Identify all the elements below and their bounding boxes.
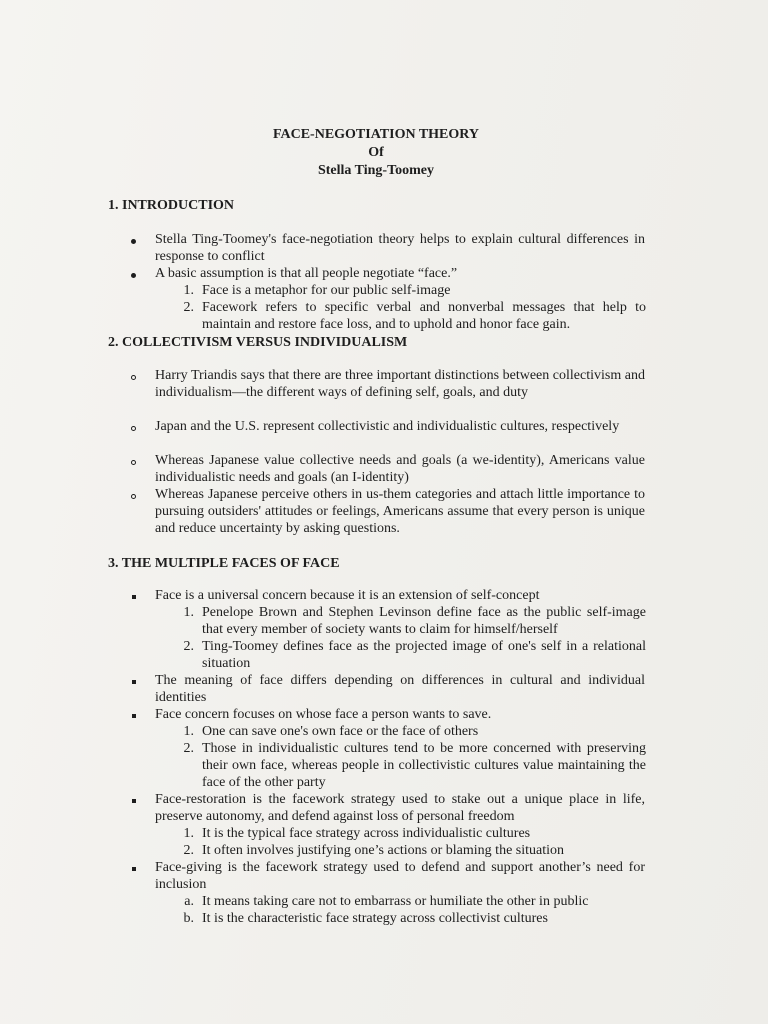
list-letter: a.	[184, 894, 194, 909]
bullet-circle-icon	[131, 375, 136, 380]
list-item: Facework refers to specific verbal and nonverbal messages that help to maintain and restore face loss, and to uphold and honor face gain.	[202, 300, 646, 332]
list-item: Harry Triandis says that there are three important distinctions between collectivism and individualism—the different ways of defining self, goals, and duty	[155, 368, 645, 400]
list-number: 1.	[183, 283, 194, 298]
list-item: Whereas Japanese perceive others in us-them categories and attach little importance to pursuing outsiders' attitudes or feelings, Americans assume that every person is unique and reduce uncertainty by asking questions.	[155, 487, 645, 536]
list-number: 1.	[183, 605, 194, 620]
list-number: 2.	[183, 741, 194, 756]
section-heading-multiple-faces: 3. THE MULTIPLE FACES OF FACE	[108, 556, 340, 571]
list-item: Face is a metaphor for our public self-image	[202, 283, 451, 298]
list-item: The meaning of face differs depending on differences in cultural and individual identities	[155, 673, 645, 705]
list-letter: b.	[183, 911, 194, 926]
list-item: One can save one's own face or the face of others	[202, 724, 479, 739]
list-number: 2.	[183, 300, 194, 315]
list-item: It is the typical face strategy across individualistic cultures	[202, 826, 531, 841]
bullet-circle-icon	[131, 460, 136, 465]
list-item: Face-giving is the facework strategy used to defend and support another’s need for inclusion	[155, 860, 645, 892]
bullet-square-icon	[132, 867, 136, 871]
bullet-square-icon	[132, 799, 136, 803]
section-heading-collectivism: 2. COLLECTIVISM VERSUS INDIVIDUALISM	[108, 335, 408, 350]
section-heading-introduction: 1. INTRODUCTION	[108, 198, 235, 213]
list-item: A basic assumption is that all people negotiate “face.”	[155, 266, 458, 281]
list-item: Face concern focuses on whose face a person wants to save.	[155, 707, 492, 722]
document-author: Stella Ting-Toomey	[317, 163, 435, 178]
list-item: Japan and the U.S. represent collectivistic and individualistic cultures, respectively	[155, 419, 620, 434]
bullet-dot-icon	[131, 273, 136, 278]
document-title: FACE-NEGOTIATION THEORY	[272, 127, 480, 142]
bullet-circle-icon	[131, 426, 136, 431]
list-number: 2.	[183, 843, 194, 858]
list-item: Stella Ting-Toomey's face-negotiation theory helps to explain cultural differences in response to conflict	[155, 232, 645, 264]
bullet-square-icon	[132, 595, 136, 599]
list-item: Face-restoration is the facework strategy used to stake out a unique place in life, preserve autonomy, and defend against loss of personal freedom	[155, 792, 645, 824]
list-item: Those in individualistic cultures tend to be more concerned with preserving their own face, whereas people in collectivistic cultures value maintaining the face of the other party	[202, 741, 646, 790]
bullet-dot-icon	[131, 239, 136, 244]
list-item: It means taking care not to embarrass or humiliate the other in public	[202, 894, 589, 909]
list-item: Whereas Japanese value collective needs and goals (a we-identity), Americans value individualistic needs and goals (an I-identity)	[155, 453, 645, 485]
list-item: Penelope Brown and Stephen Levinson define face as the public self-image that every member of society wants to claim for himself/herself	[202, 605, 646, 637]
list-item: It often involves justifying one’s actions or blaming the situation	[202, 843, 565, 858]
list-number: 2.	[183, 639, 194, 654]
list-number: 1.	[183, 826, 194, 841]
list-item: Ting-Toomey defines face as the projected image of one's self in a relational situation	[202, 639, 646, 671]
document-title-of: Of	[368, 145, 384, 160]
list-item: Face is a universal concern because it is an extension of self-concept	[155, 588, 540, 603]
list-number: 1.	[183, 724, 194, 739]
bullet-square-icon	[132, 714, 136, 718]
list-item: It is the characteristic face strategy across collectivist cultures	[202, 911, 548, 926]
bullet-circle-icon	[131, 494, 136, 499]
bullet-square-icon	[132, 680, 136, 684]
